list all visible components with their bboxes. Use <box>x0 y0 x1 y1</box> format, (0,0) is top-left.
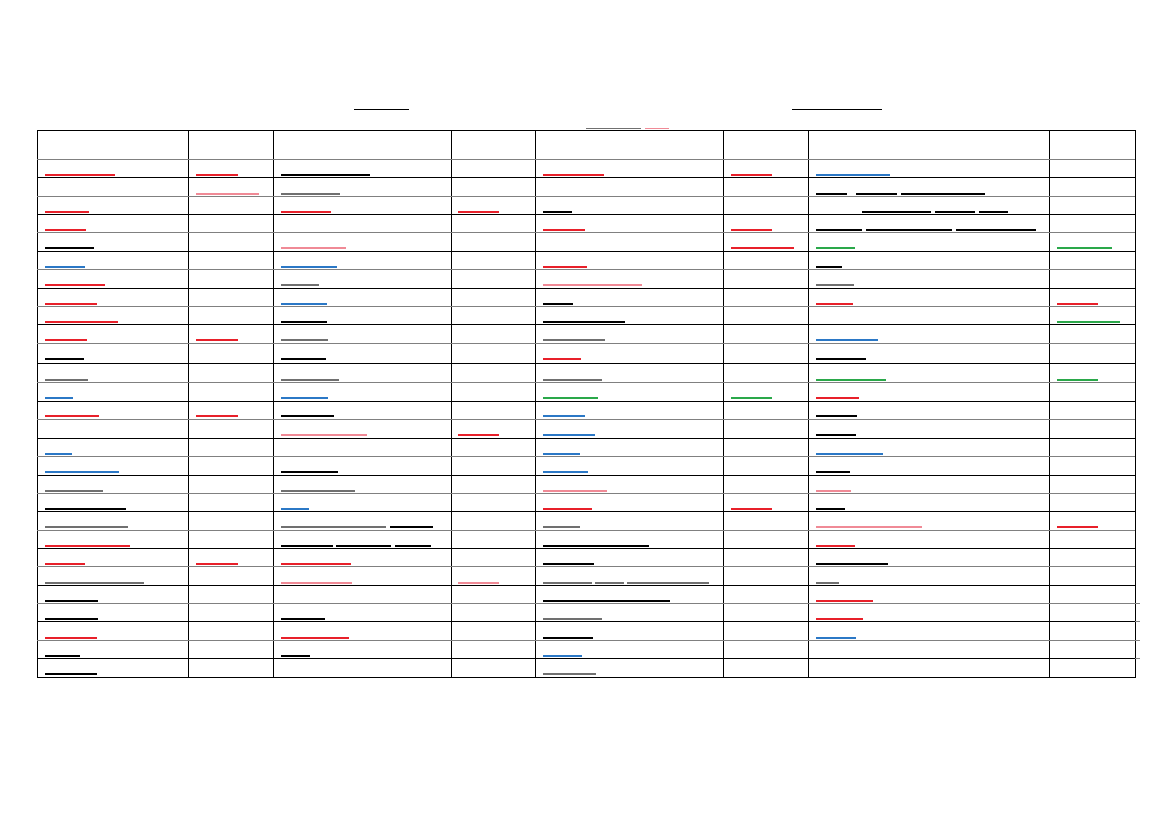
redacted-text-line <box>816 508 845 510</box>
redacted-text-line <box>816 284 854 286</box>
row-divider <box>37 548 1135 549</box>
redacted-text-line <box>731 174 772 176</box>
redacted-text-line <box>543 284 642 286</box>
redacted-text-line <box>543 339 605 341</box>
column-divider <box>451 130 452 678</box>
redacted-text-line <box>45 247 94 249</box>
redacted-text-line <box>281 434 367 436</box>
redacted-text-line <box>543 453 580 455</box>
redacted-text-line <box>1057 247 1112 249</box>
redacted-text-line <box>281 303 327 305</box>
row-divider <box>37 475 1135 476</box>
redacted-text-line <box>196 339 238 341</box>
edge-tick <box>1135 640 1140 641</box>
redacted-text-line <box>816 582 839 584</box>
redacted-text-line <box>281 582 352 584</box>
redacted-text-line <box>935 211 975 213</box>
redacted-text-line <box>901 193 985 195</box>
redacted-text-line <box>281 637 349 639</box>
redacted-text-line <box>543 526 580 528</box>
column-divider <box>37 130 38 678</box>
redacted-text-line <box>281 358 326 360</box>
redacted-text-line <box>627 582 709 584</box>
redacted-text-line <box>458 434 499 436</box>
redacted-text-line <box>281 526 386 528</box>
redacted-text-line <box>1057 321 1120 323</box>
redacted-text-line <box>816 490 851 492</box>
redacted-text-line <box>390 526 433 528</box>
edge-tick <box>1135 658 1140 659</box>
redacted-text-line <box>816 247 855 249</box>
table-top-border <box>37 130 1136 131</box>
redacted-text-line <box>281 545 333 547</box>
row-divider <box>37 419 1135 420</box>
redacted-text-line <box>1057 303 1098 305</box>
redacted-text-line <box>45 618 98 620</box>
redacted-text-line <box>281 266 337 268</box>
redacted-text-line <box>336 545 391 547</box>
column-divider <box>188 130 189 678</box>
redacted-text-line <box>816 229 862 231</box>
row-divider <box>37 214 1135 215</box>
redacted-text-line <box>543 637 593 639</box>
column-divider <box>723 130 724 678</box>
redacted-text-line <box>816 526 922 528</box>
row-divider <box>37 511 1135 512</box>
redacted-text-line <box>543 563 594 565</box>
redacted-text-line <box>816 600 873 602</box>
redacted-text-line <box>543 600 670 602</box>
redacted-text-line <box>281 508 309 510</box>
row-divider <box>37 603 1135 604</box>
redacted-text-line <box>543 379 602 381</box>
redacted-text-line <box>281 379 339 381</box>
redacted-text-line <box>281 321 327 323</box>
redacted-text-line <box>543 174 604 176</box>
row-divider <box>37 658 1135 659</box>
redacted-text-line <box>595 582 624 584</box>
redacted-text-line <box>543 321 625 323</box>
row-divider <box>37 621 1135 622</box>
column-divider <box>1135 130 1136 678</box>
redacted-text-line <box>543 545 649 547</box>
redacted-text-line <box>45 582 144 584</box>
redacted-text-line <box>816 471 850 473</box>
row-divider <box>37 343 1135 344</box>
row-divider <box>37 456 1135 457</box>
redacted-text-line <box>856 193 897 195</box>
row-divider <box>37 324 1135 325</box>
header-line <box>586 128 641 129</box>
redacted-text-line <box>45 339 87 341</box>
row-divider <box>37 251 1135 252</box>
redacted-text-line <box>281 655 310 657</box>
redacted-text-line <box>816 618 863 620</box>
redacted-text-line <box>816 303 853 305</box>
redacted-text-line <box>45 600 98 602</box>
row-divider <box>37 288 1135 289</box>
redacted-text-line <box>45 379 88 381</box>
redacted-text-line <box>45 284 105 286</box>
column-divider <box>273 130 274 678</box>
redacted-text-line <box>45 673 97 675</box>
row-divider <box>37 493 1135 494</box>
redacted-text-line <box>45 397 73 399</box>
redacted-text-line <box>543 358 581 360</box>
redacted-text-line <box>1057 379 1098 381</box>
redacted-text-line <box>543 655 582 657</box>
redacted-text-line <box>45 266 85 268</box>
row-divider <box>37 566 1135 567</box>
redacted-text-line <box>395 545 431 547</box>
redacted-text-line <box>281 471 338 473</box>
redacted-text-line <box>281 284 319 286</box>
redacted-text-line <box>543 415 585 417</box>
edge-tick <box>1135 603 1140 604</box>
redacted-text-line <box>45 637 97 639</box>
row-divider <box>37 530 1135 531</box>
redacted-text-line <box>281 193 340 195</box>
redacted-text-line <box>816 397 859 399</box>
redacted-text-line <box>731 397 772 399</box>
redacted-text-line <box>281 563 351 565</box>
row-divider <box>37 159 1135 160</box>
redacted-text-line <box>45 229 86 231</box>
redacted-text-line <box>45 563 85 565</box>
redacted-text-line <box>543 471 588 473</box>
redacted-text-line <box>979 211 1008 213</box>
redacted-text-line <box>281 174 370 176</box>
row-divider <box>37 306 1135 307</box>
redacted-text-line <box>45 358 84 360</box>
redacted-text-line <box>816 339 878 341</box>
redacted-text-line <box>45 508 126 510</box>
redacted-text-line <box>543 508 592 510</box>
redacted-text-line <box>45 174 115 176</box>
redacted-text-line <box>816 434 856 436</box>
column-divider <box>535 130 536 678</box>
row-divider <box>37 382 1135 383</box>
redacted-text-line <box>816 193 847 195</box>
row-divider <box>37 401 1135 402</box>
redacted-text-line <box>866 229 952 231</box>
redacted-text-line <box>816 174 890 176</box>
redacted-text-line <box>816 545 855 547</box>
redacted-text-line <box>543 266 587 268</box>
redacted-text-line <box>458 582 499 584</box>
redacted-text-line <box>45 471 119 473</box>
redacted-text-line <box>862 211 931 213</box>
redacted-text-line <box>816 379 886 381</box>
row-divider <box>37 196 1135 197</box>
row-divider <box>37 177 1135 178</box>
redacted-text-line <box>281 211 331 213</box>
redacted-text-line <box>45 490 103 492</box>
row-divider <box>37 585 1135 586</box>
redacted-text-line <box>458 211 499 213</box>
redacted-text-line <box>281 490 355 492</box>
redacted-text-line <box>816 637 856 639</box>
redacted-text-line <box>816 415 857 417</box>
redacted-text-line <box>45 655 80 657</box>
header-line <box>354 109 409 110</box>
redacted-text-line <box>281 415 334 417</box>
row-divider <box>37 640 1135 641</box>
row-divider <box>37 232 1135 233</box>
redacted-text-line <box>281 247 346 249</box>
redacted-text-line <box>45 545 130 547</box>
redacted-text-line <box>45 321 118 323</box>
redacted-text-line <box>816 358 866 360</box>
redacted-text-line <box>45 415 99 417</box>
redacted-text-line <box>956 229 1036 231</box>
edge-tick <box>1135 621 1140 622</box>
row-divider <box>37 363 1135 364</box>
redacted-text-line <box>196 563 238 565</box>
column-divider <box>808 130 809 678</box>
redacted-text-line <box>45 211 89 213</box>
redacted-text-line <box>543 490 607 492</box>
redacted-text-line <box>196 193 259 195</box>
redacted-text-line <box>543 673 596 675</box>
header-line <box>792 109 882 110</box>
redacted-text-line <box>543 618 602 620</box>
redacted-text-line <box>816 266 842 268</box>
redacted-text-line <box>1057 526 1098 528</box>
redacted-text-line <box>543 397 598 399</box>
redacted-text-line <box>731 508 772 510</box>
redacted-text-line <box>196 415 238 417</box>
redacted-text-line <box>543 434 595 436</box>
redacted-text-line <box>45 526 128 528</box>
redacted-text-line <box>281 618 325 620</box>
redacted-text-line <box>816 453 883 455</box>
redacted-text-line <box>543 229 585 231</box>
redacted-text-line <box>543 303 573 305</box>
redacted-text-line <box>543 211 572 213</box>
redacted-text-line <box>45 303 97 305</box>
row-divider <box>37 269 1135 270</box>
redacted-text-line <box>45 453 72 455</box>
redacted-text-line <box>281 397 328 399</box>
row-divider <box>37 438 1135 439</box>
header-line <box>645 128 669 129</box>
redacted-text-line <box>731 247 794 249</box>
table-bottom-border <box>37 677 1136 678</box>
redacted-text-line <box>731 229 772 231</box>
redacted-text-line <box>281 339 328 341</box>
redacted-text-line <box>543 582 592 584</box>
redacted-text-line <box>816 563 888 565</box>
redacted-text-line <box>196 174 238 176</box>
column-divider <box>1049 130 1050 678</box>
